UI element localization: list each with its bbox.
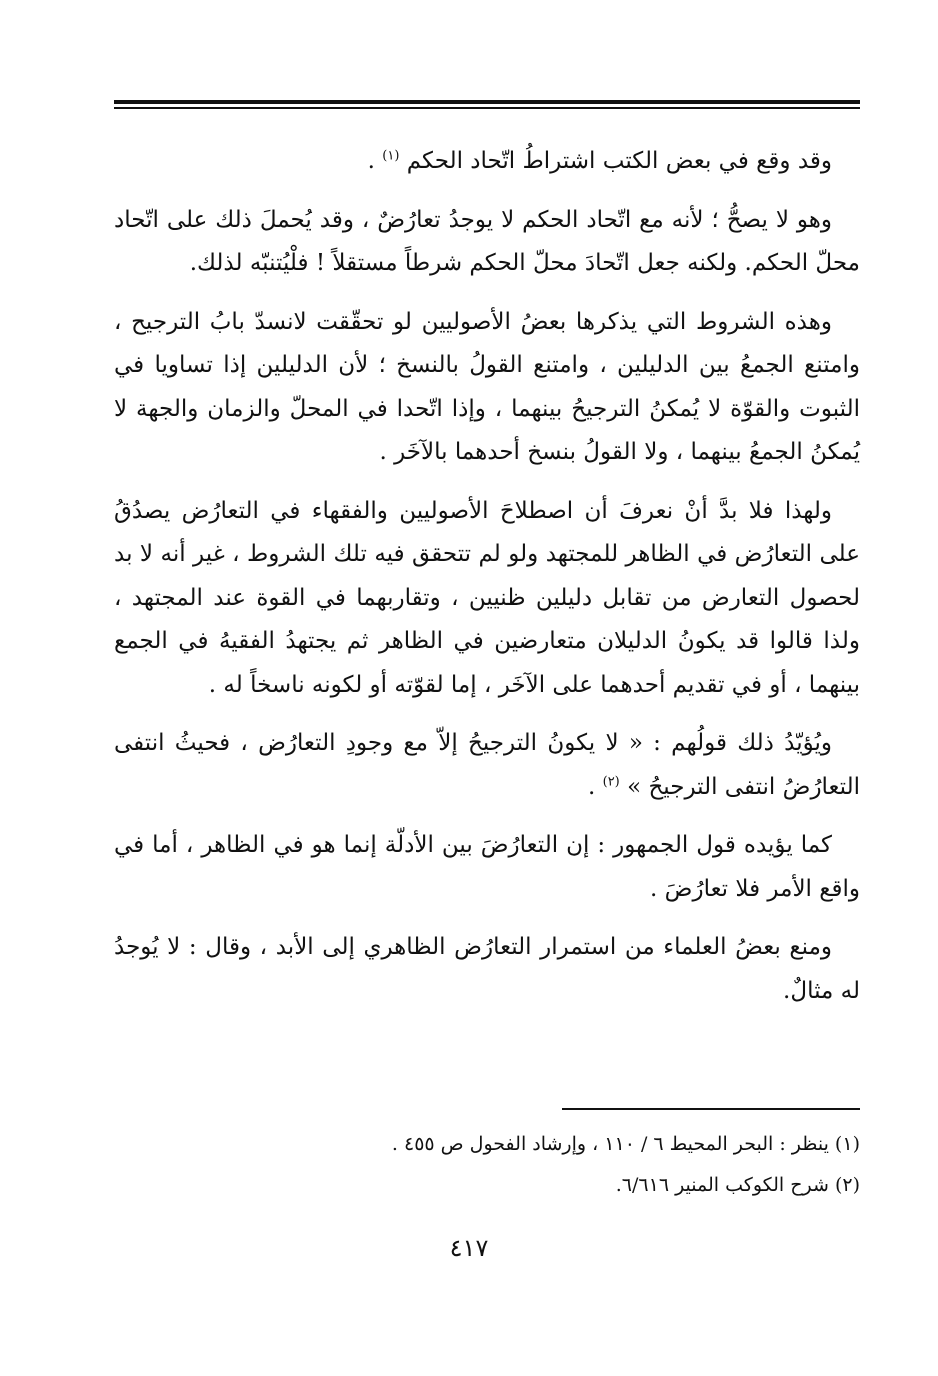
footnote-2: (٢) شرح الكوكب المنير ٦/٦١٦. xyxy=(615,1174,860,1196)
paragraph-6-text: كما يؤيده قول الجمهور : إن التعارُضَ بين الأدلّة إنما هو في الظاهر ، أما في واقع الأمر فلا تعارُضَ . xyxy=(114,832,860,902)
footnote-separator xyxy=(562,1108,860,1110)
header-rule-thin xyxy=(114,107,860,109)
footnote-ref-2: (٢) xyxy=(602,773,620,789)
paragraph-1-text: وقد وقع في بعض الكتب اشتراطُ اتّحاد الحكم xyxy=(406,148,832,174)
paragraph-5 xyxy=(114,722,860,809)
main-text xyxy=(114,140,860,1028)
paragraph-7 xyxy=(114,926,860,1013)
footnotes xyxy=(114,1124,860,1206)
page-number: ٤١٧ xyxy=(449,1234,489,1262)
header-rule-thick xyxy=(114,100,860,104)
paragraph-2 xyxy=(114,199,860,286)
footnote-ref-1: (١) xyxy=(382,148,400,164)
paragraph-3-text: وهذه الشروط التي يذكرها بعضُ الأصوليين لو تحقّقت لانسدّ بابُ الترجيح ، وامتنع الجمعُ بين الدليلين ، وامتنع القولُ بالنسخ ؛ لأن الدليلين إذا تساويا في الثبوت والقوّة لا يُمكنُ الترجيحُ بينهما ، وإذا اتّحدا في المحلّ والزمان والجهة لا يُمكنُ الجمعُ بينهما ، ولا القولُ بنسخ أحدهما بالآخَر . xyxy=(114,308,860,465)
paragraph-1 xyxy=(114,140,860,184)
paragraph-5-tail: . xyxy=(587,773,596,800)
paragraph-4-text: ولهذا فلا بدَّ أنْ نعرفَ أن اصطلاحَ الأصوليين والفقهاء في التعارُض يصدُقُ على التعارُض في الظاهر للمجتهد ولو لم تتحقق فيه تلك الشروط ، غير أنه لا بد لحصول التعارض من تقابل دليلين ظنيين ، وتقاربهما في القوة عند المجتهد ، ولذا قالوا قد يكونُ الدليلان متعارضين في الظاهر ثم يجتهدُ الفقيهُ في الجمع بينهما ، أو في تقديم أحدهما على الآخَر ، إما لقوّته أو لكونه ناسخاً له . xyxy=(114,497,860,698)
paragraph-5-text: ويُؤيّدُ ذلك قولُهم : « لا يكونُ الترجيحُ إلاّ مع وجودِ التعارُض ، فحيثُ انتفى التعارُضُ انتفى الترجيحُ » xyxy=(114,730,860,800)
paragraph-6 xyxy=(114,824,860,911)
paragraph-3 xyxy=(114,301,860,475)
footnote-1: (١) ينظر : البحر المحيط ٦ / ١١٠ ، وإرشاد الفحول ص ٤٥٥ . xyxy=(391,1133,860,1155)
paragraph-7-text: ومنع بعضُ العلماء من استمرار التعارُض الظاهري إلى الأبد ، وقال : لا يُوجدُ له مثالٌ. xyxy=(114,934,860,1004)
paragraph-1-tail: . xyxy=(367,148,375,174)
paragraph-2-text: وهو لا يصحُّ ؛ لأنه مع اتّحاد الحكم لا يوجدُ تعارُضٌ ، وقد يُحملَ ذلك على اتّحاد محلّ الحكم. ولكنه جعل اتّحادَ محلّ الحكم شرطاً مستقلاً ! فلْيُتنبّه لذلك. xyxy=(114,206,860,276)
paragraph-4 xyxy=(114,490,860,708)
